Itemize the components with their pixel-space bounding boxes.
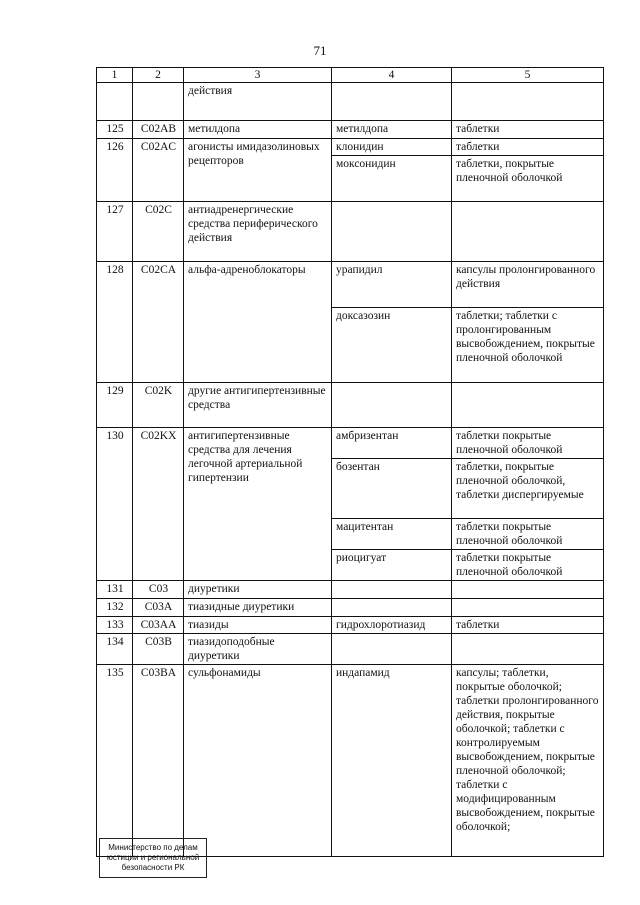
drug-name: доксазозин <box>332 308 452 383</box>
atc-code: C02KX <box>133 428 184 581</box>
dosage-form <box>452 581 604 599</box>
dosage-form <box>452 202 604 262</box>
dosage-form <box>452 83 604 121</box>
drug-name: клонидин <box>332 139 452 156</box>
group-name: диуретики <box>184 581 332 599</box>
dosage-form <box>452 599 604 617</box>
dosage-form: таблетки, покрытые пленочной оболочкой, таблетки диспергируемые <box>452 459 604 519</box>
group-name: альфа-адреноблокаторы <box>184 262 332 383</box>
drug-name: гидрохлоротиазид <box>332 617 452 634</box>
row-number: 132 <box>97 599 133 617</box>
header-col-3: 3 <box>184 68 332 83</box>
dosage-form: таблетки покрытые пленочной оболочкой <box>452 519 604 550</box>
drug-name <box>332 634 452 665</box>
table-row <box>97 428 604 459</box>
dosage-form: таблетки; таблетки с пролонгированным высвобождением, покрытые пленочной оболочкой <box>452 308 604 383</box>
atc-code <box>133 83 184 121</box>
atc-code: C03 <box>133 581 184 599</box>
dosage-form <box>452 383 604 428</box>
row-number: 127 <box>97 202 133 262</box>
row-number: 133 <box>97 617 133 634</box>
ministry-stamp <box>99 838 207 878</box>
stamp-line: безопасности РК <box>121 863 185 872</box>
header-row <box>97 68 604 83</box>
atc-code: C02AC <box>133 139 184 202</box>
dosage-form: таблетки <box>452 121 604 139</box>
drug-name: метилдопа <box>332 121 452 139</box>
atc-code: C03BA <box>133 665 184 857</box>
group-name: сульфонамиды <box>184 665 332 857</box>
atc-code: C03B <box>133 634 184 665</box>
group-name: тиазиды <box>184 617 332 634</box>
row-number: 130 <box>97 428 133 581</box>
group-name: действия <box>184 83 332 121</box>
header-col-5: 5 <box>452 68 604 83</box>
drug-name: амбризентан <box>332 428 452 459</box>
header-col-2: 2 <box>133 68 184 83</box>
drug-name: мацитентан <box>332 519 452 550</box>
dosage-form: таблетки <box>452 617 604 634</box>
page-number: 71 <box>313 43 327 58</box>
atc-code: C02AB <box>133 121 184 139</box>
header-col-1: 1 <box>97 68 133 83</box>
drug-name: моксонидин <box>332 156 452 202</box>
row-number: 134 <box>97 634 133 665</box>
atc-code: C03AA <box>133 617 184 634</box>
row-number: 128 <box>97 262 133 383</box>
header-col-4: 4 <box>332 68 452 83</box>
row-number: 125 <box>97 121 133 139</box>
table-row <box>97 617 604 634</box>
table-row <box>97 202 604 262</box>
atc-code: C02CA <box>133 262 184 383</box>
drug-name <box>332 202 452 262</box>
group-name: антигипертензивные средства для лечения легочной артериальной гипертензии <box>184 428 332 581</box>
drug-name: урапидил <box>332 262 452 308</box>
atc-code: C02K <box>133 383 184 428</box>
row-number: 129 <box>97 383 133 428</box>
dosage-form: таблетки <box>452 139 604 156</box>
drug-name: бозентан <box>332 459 452 519</box>
drug-name <box>332 383 452 428</box>
dosage-form: капсулы пролонгированного действия <box>452 262 604 308</box>
group-name: тиазидоподобные диуретики <box>184 634 332 665</box>
row-number: 131 <box>97 581 133 599</box>
group-name: метилдопа <box>184 121 332 139</box>
drug-name: индапамид <box>332 665 452 857</box>
dosage-form <box>452 634 604 665</box>
group-name: другие антигипертензивные средства <box>184 383 332 428</box>
table-row <box>97 599 604 617</box>
table-row <box>97 581 604 599</box>
table-row <box>97 665 604 857</box>
drug-name <box>332 83 452 121</box>
drug-name <box>332 599 452 617</box>
dosage-form: капсулы; таблетки, покрытые оболочкой; таблетки пролонгированного действия, покрытые оболочкой; таблетки с контролируемым высвобождением, покрытые пленочной оболочкой; таблетки с модифицированным высвобождением, покрытые оболочкой; <box>452 665 604 857</box>
stamp-line: юстиции и региональной <box>106 853 200 862</box>
group-name: тиазидные диуретики <box>184 599 332 617</box>
drug-name: риоцигуат <box>332 550 452 581</box>
dosage-form: таблетки покрытые пленочной оболочкой <box>452 428 604 459</box>
row-number: 126 <box>97 139 133 202</box>
table-row <box>97 262 604 308</box>
table-row <box>97 634 604 665</box>
stamp-line: Министерство по делам <box>108 843 198 852</box>
table-row <box>97 83 604 121</box>
row-number <box>97 83 133 121</box>
row-number: 135 <box>97 665 133 857</box>
group-name: антиадренергические средства периферического действия <box>184 202 332 262</box>
atc-code: C03A <box>133 599 184 617</box>
group-name: агонисты имидазолиновых рецепторов <box>184 139 332 202</box>
table-row <box>97 139 604 156</box>
atc-code: C02C <box>133 202 184 262</box>
dosage-form: таблетки покрытые пленочной оболочкой <box>452 550 604 581</box>
dosage-form: таблетки, покрытые пленочной оболочкой <box>452 156 604 202</box>
table-row <box>97 383 604 428</box>
table-row <box>97 121 604 139</box>
drug-name <box>332 581 452 599</box>
medicines-table <box>96 67 604 857</box>
